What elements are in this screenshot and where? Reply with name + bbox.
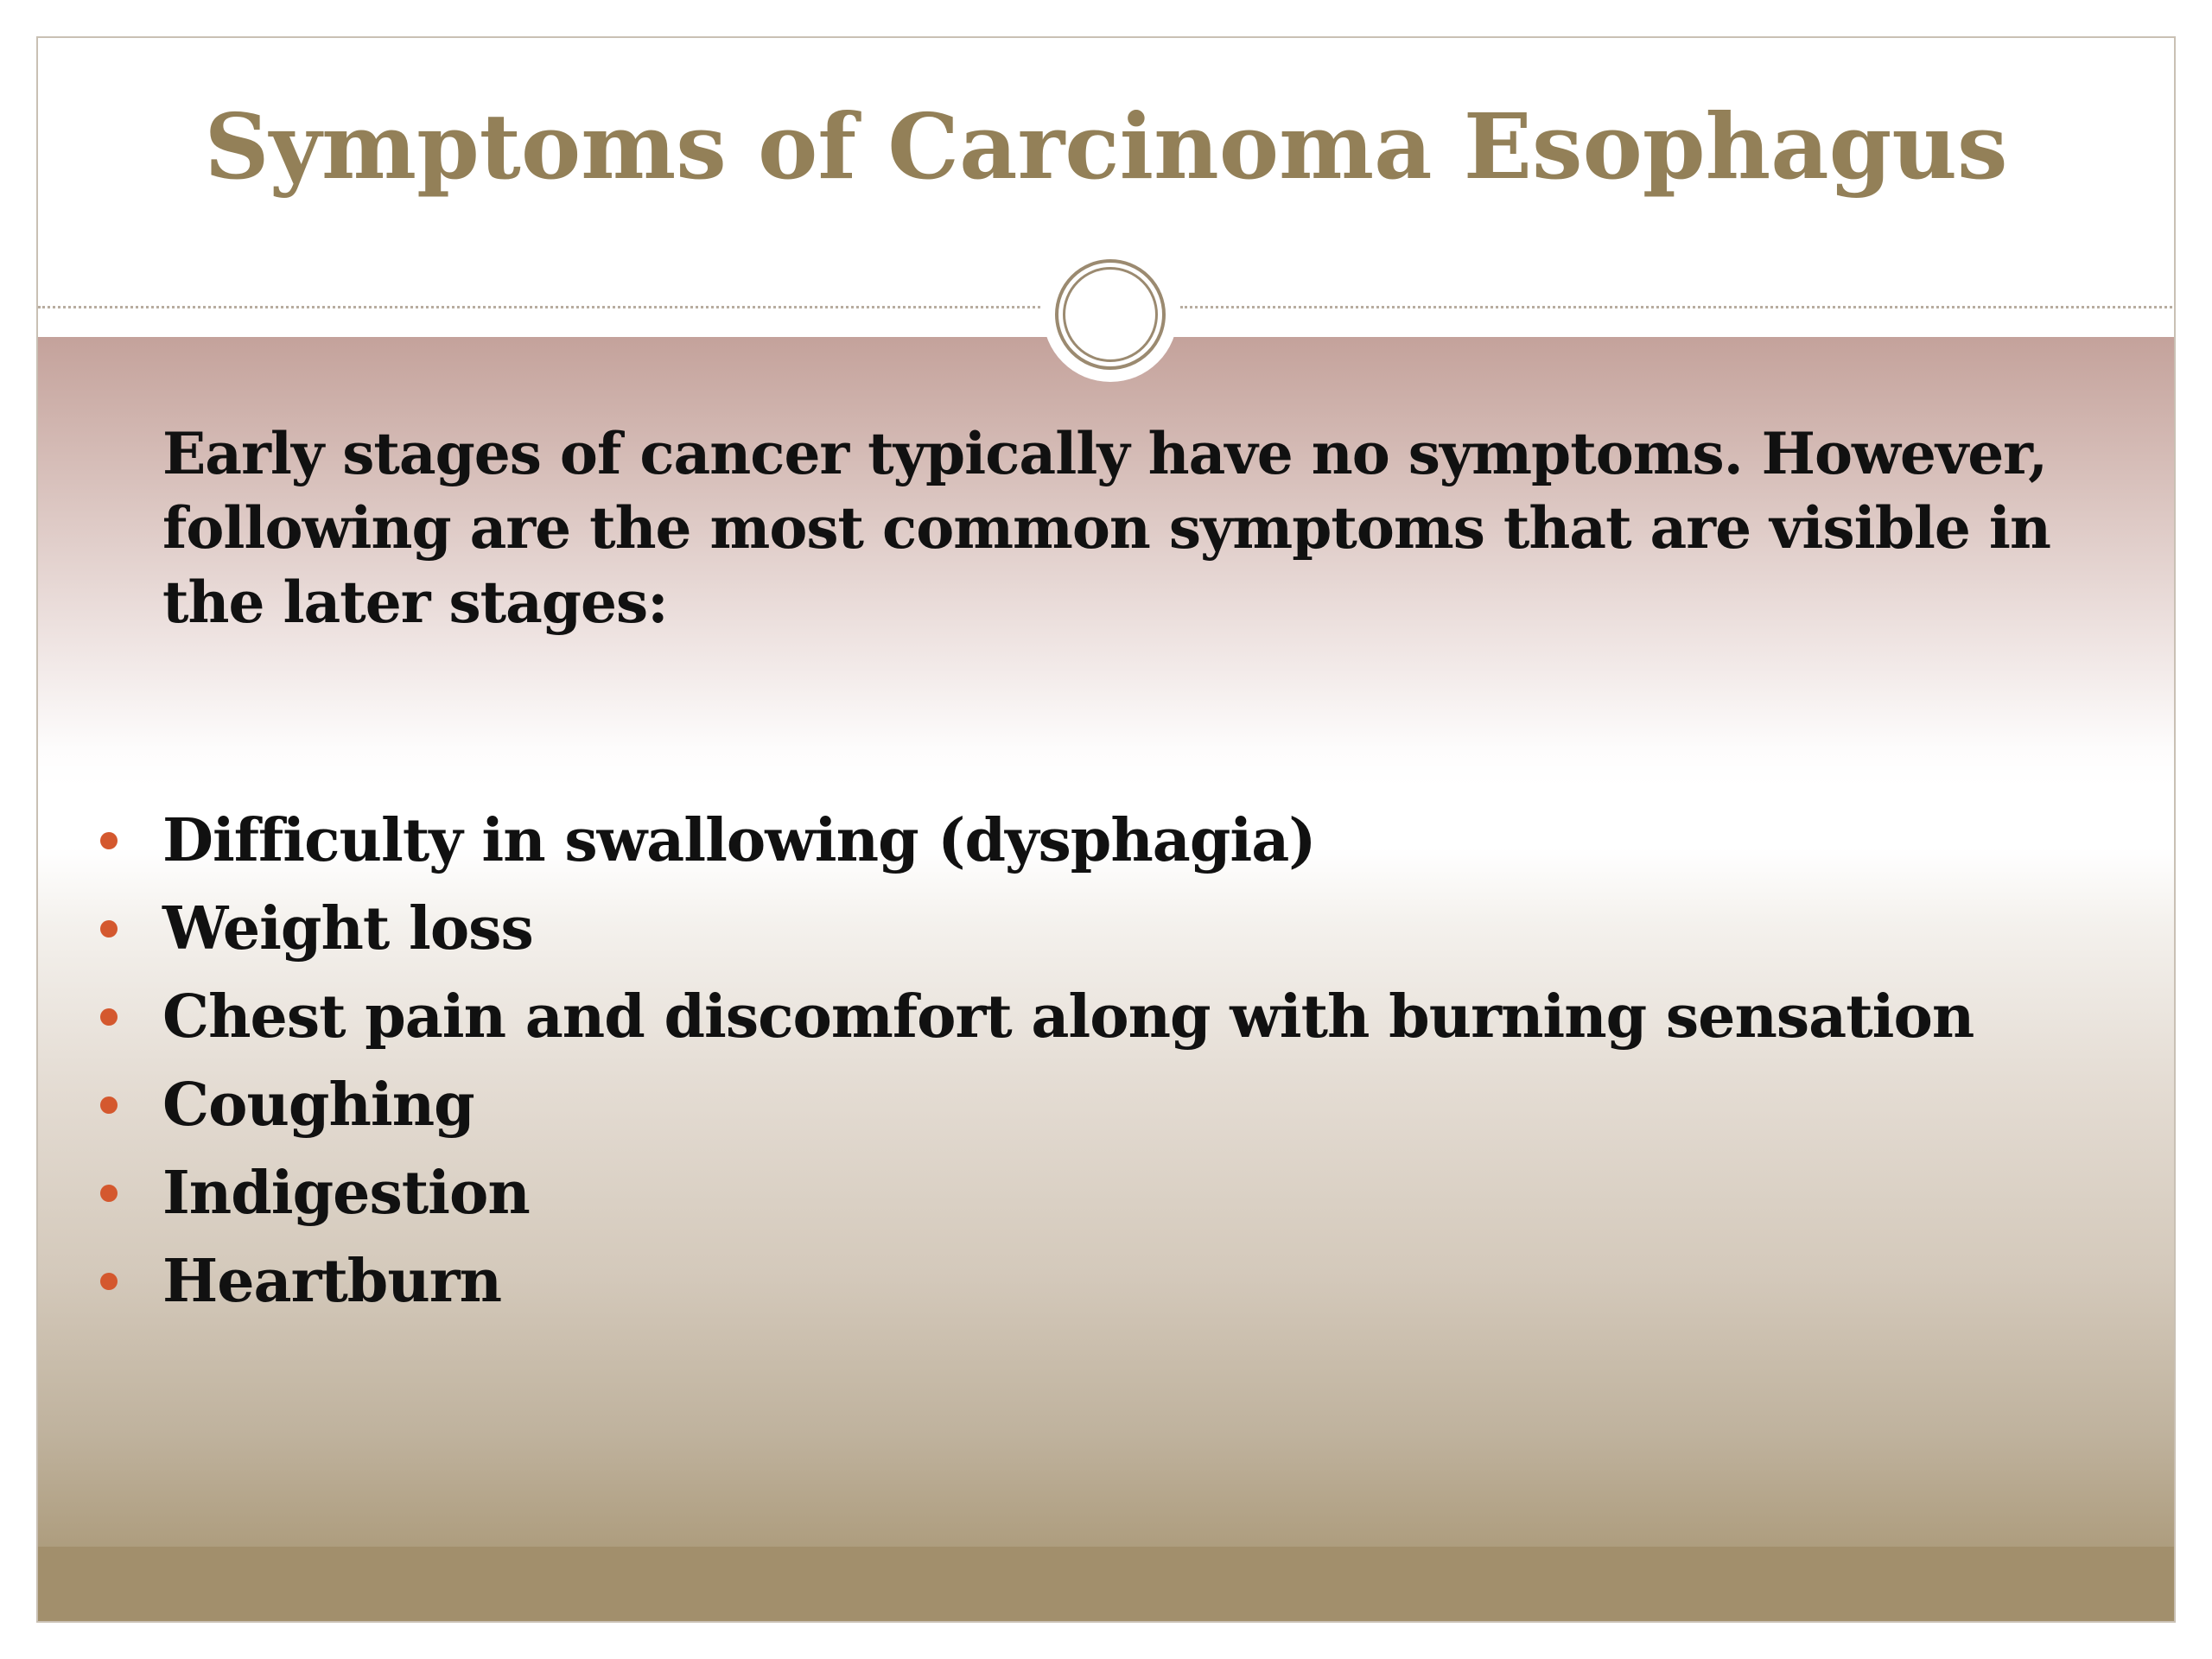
symptom-list [38, 804, 2174, 1332]
divider-right [1180, 306, 2176, 308]
bullet-icon [100, 1273, 118, 1290]
list-item [38, 1068, 2174, 1156]
bullet-icon [100, 1096, 118, 1114]
list-item [38, 1156, 2174, 1244]
slide-title: Symptoms of Carcinoma Esophagus [204, 93, 2008, 200]
slide [36, 36, 2176, 1623]
divider-left [38, 306, 1040, 308]
symptom-text: Indigestion [162, 1159, 530, 1228]
symptom-text: Weight loss [162, 894, 533, 963]
symptom-text: Coughing [162, 1071, 474, 1140]
list-item [38, 1244, 2174, 1332]
intro-paragraph: Early stages of cancer typically have no symptoms. However, following are the most common symptoms that are visible in the later stages: [162, 420, 2050, 636]
bullet-icon [100, 1185, 118, 1202]
bottom-band [38, 1547, 2174, 1623]
symptom-text: Difficulty in swallowing (dysphagia) [162, 806, 1316, 875]
list-item [38, 980, 2174, 1068]
bullet-icon [100, 1008, 118, 1026]
bullet-icon [100, 832, 118, 849]
symptom-text: Chest pain and discomfort along with burning sensation [162, 982, 1974, 1052]
list-item [38, 804, 2174, 892]
symptom-text: Heartburn [162, 1247, 502, 1316]
list-item [38, 892, 2174, 980]
circle-ornament-icon [1043, 247, 1178, 382]
bullet-icon [100, 920, 118, 938]
